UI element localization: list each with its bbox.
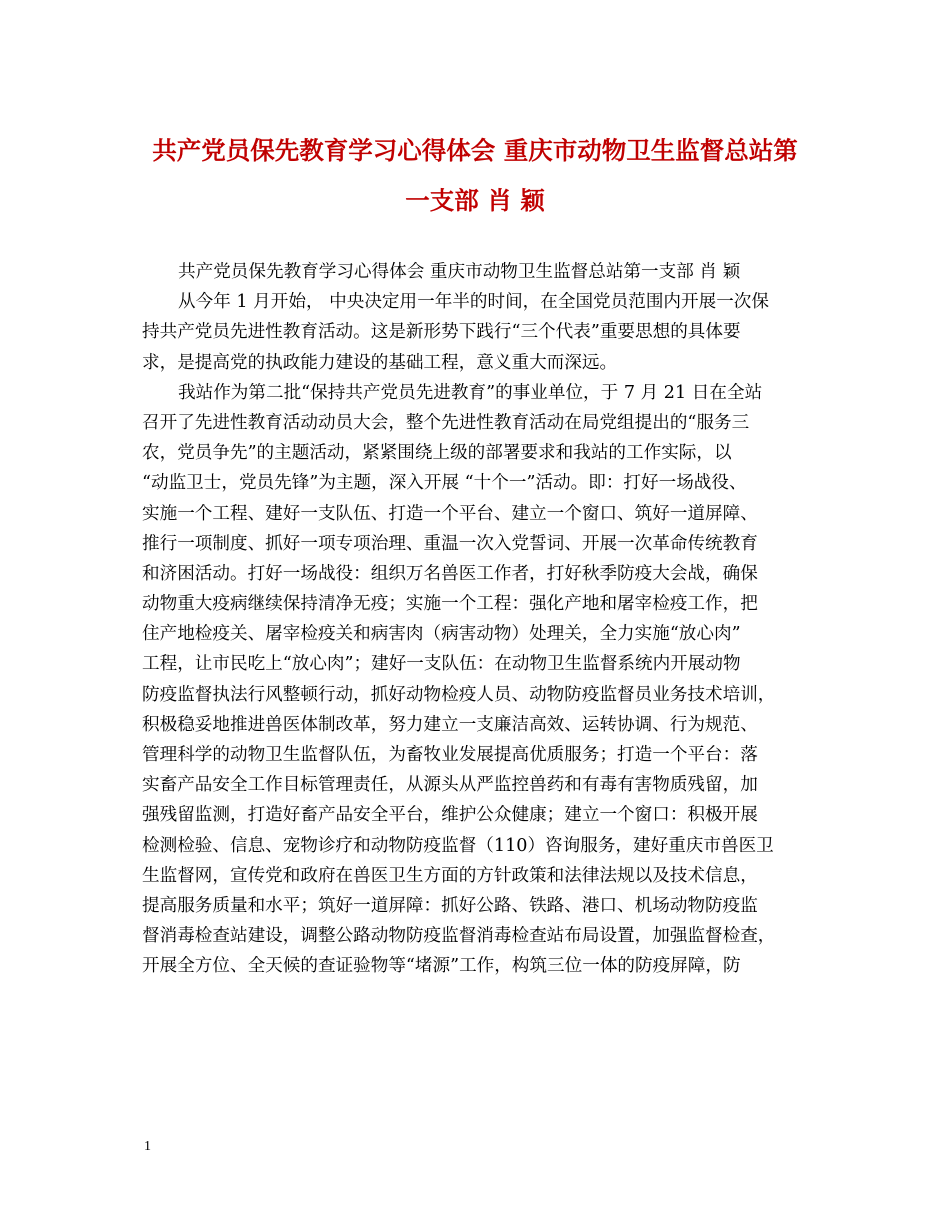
body-line: 开展全方位、全天候的查证验物等“堵源”工作，构筑三位一体的防疫屏障，防 bbox=[142, 956, 741, 977]
body-line: 检测检验、信息、宠物诊疗和动物防疫监督（110）咨询服务，建好重庆市兽医卫 bbox=[142, 835, 774, 856]
body-line: 生监督网，宣传党和政府在兽医卫生方面的方针政策和法律法规以及技术信息， bbox=[142, 865, 758, 886]
body-line: 防疫监督执法行风整顿行动，抓好动物检疫人员、动物防疫监督员业务技术培训， bbox=[142, 684, 776, 705]
body-line: 提高服务质量和水平；筑好一道屏障：抓好公路、铁路、港口、机场动物防疫监 bbox=[142, 895, 758, 916]
page-number: 1 bbox=[144, 1139, 151, 1154]
body-line: 推行一项制度、抓好一项专项治理、重温一次入党誓词、开展一次革命传统教育 bbox=[142, 533, 758, 554]
body-line: 从今年 1 月开始， 中央决定用一年半的时间，在全国党员范围内开展一次保 bbox=[178, 292, 769, 313]
body-line: 我站作为第二批“保持共产党员先进教育”的事业单位，于 7 月 21 日在全站 bbox=[178, 382, 763, 403]
body-line: 持共产党员先进性教育活动。这是新形势下践行“三个代表”重要思想的具体要 bbox=[142, 322, 741, 343]
body-line: 和济困活动。打好一场战役：组织万名兽医工作者，打好秋季防疫大会战，确保 bbox=[142, 563, 758, 584]
body-line: 住产地检疫关、屠宰检疫关和病害肉（病害动物）处理关，全力实施“放心肉” bbox=[142, 624, 741, 645]
document-title bbox=[140, 126, 810, 226]
body-line: 强残留监测，打造好畜产品安全平台，维护公众健康；建立一个窗口：积极开展 bbox=[142, 805, 758, 826]
body-line: 求，是提高党的执政能力建设的基础工程，意义重大而深远。 bbox=[142, 352, 618, 373]
body-line: 工程，让市民吃上“放心肉”；建好一支队伍：在动物卫生监督系统内开展动物 bbox=[142, 654, 741, 675]
body-line: 实畜产品安全工作目标管理责任，从源头从严监控兽药和有毒有害物质残留，加 bbox=[142, 775, 758, 796]
body-line: 农，党员争先”的主题活动，紧紧围绕上级的部署要求和我站的工作实际，以 bbox=[142, 443, 732, 464]
body-line: 管理科学的动物卫生监督队伍，为畜牧业发展提高优质服务；打造一个平台：落 bbox=[142, 745, 758, 765]
body-line: 督消毒检查站建设，调整公路动物防疫监督消毒检查站布局设置，加强监督检查， bbox=[142, 926, 776, 947]
body-line: “动监卫士，党员先锋”为主题，深入开展 “十个一”活动。即：打好一场战役、 bbox=[142, 473, 747, 494]
body-line: 共产党员保先教育学习心得体会 重庆市动物卫生监督总站第一支部 肖 颖 bbox=[178, 262, 741, 282]
document-body bbox=[142, 257, 812, 982]
title-line: 共产党员保先教育学习心得体会 重庆市动物卫生监督总站第 bbox=[152, 136, 798, 165]
body-line: 积极稳妥地推进兽医体制改革，努力建立一支廉洁高效、运转协调、行为规范、 bbox=[142, 714, 758, 735]
body-line: 动物重大疫病继续保持清净无疫；实施一个工程：强化产地和屠宰检疫工作，把 bbox=[142, 594, 758, 615]
body-line: 召开了先进性教育活动动员大会，整个先进性教育活动在局党组提出的“服务三 bbox=[142, 412, 750, 433]
body-line: 实施一个工程、建好一支队伍、打造一个平台、建立一个窗口、筑好一道屏障、 bbox=[142, 503, 758, 524]
title-line: 一支部 肖 颖 bbox=[405, 186, 545, 215]
